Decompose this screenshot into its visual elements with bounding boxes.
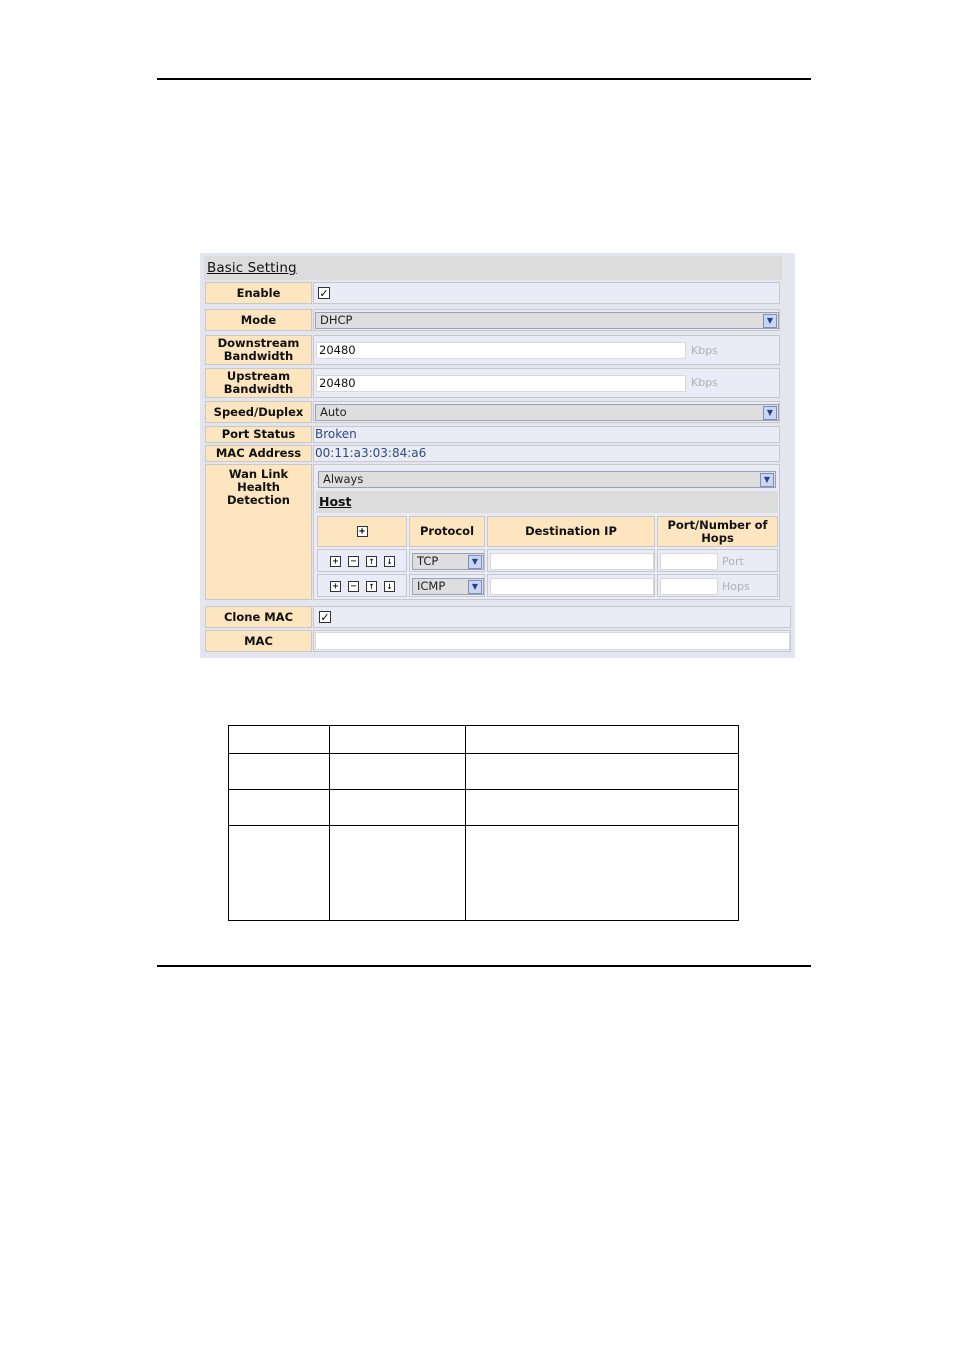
- enable-checkbox[interactable]: ✓: [319, 287, 329, 300]
- host-row-1-protocol-cell: [409, 549, 485, 572]
- bottom-rule: [157, 965, 811, 967]
- wan-link-value-cell: [313, 464, 780, 600]
- table-cell: [466, 790, 739, 826]
- host-add-header-cell: [317, 516, 407, 547]
- host-row-2-destination-cell: [487, 574, 655, 597]
- speed-duplex-select-value: Auto: [320, 405, 347, 419]
- mac-input[interactable]: [315, 632, 790, 650]
- hops-placeholder: Hops: [722, 580, 750, 593]
- mode-select[interactable]: [315, 312, 779, 329]
- port-status-label: Port Status: [205, 426, 312, 443]
- mac-label: MAC: [205, 630, 312, 652]
- table-cell: [466, 754, 739, 790]
- speed-duplex-select[interactable]: [315, 404, 779, 421]
- protocol-select[interactable]: [412, 553, 484, 570]
- table-cell: [229, 790, 330, 826]
- port-status-value-cell: [313, 426, 780, 443]
- host-row-1-port-cell: [657, 549, 778, 572]
- table-cell: [466, 826, 739, 921]
- mode-select-value: DHCP: [320, 313, 353, 327]
- upstream-input[interactable]: 20480: [316, 375, 686, 392]
- host-row-2-actions: [317, 574, 407, 597]
- wan-link-mode-value: Always: [323, 472, 364, 486]
- top-rule: [157, 78, 811, 80]
- host-row-2-hops-cell: [657, 574, 778, 597]
- table-cell: [466, 726, 739, 754]
- table-row: [229, 790, 739, 826]
- host-row-1-actions: [317, 549, 407, 572]
- speed-duplex-label: Speed/Duplex: [205, 401, 312, 423]
- move-down-icon[interactable]: ↓: [384, 581, 395, 592]
- clone-mac-checkbox[interactable]: ✓: [320, 611, 330, 624]
- protocol-select[interactable]: [412, 578, 484, 595]
- downstream-input[interactable]: 20480: [316, 342, 686, 359]
- protocol-column-header: Protocol: [409, 516, 485, 547]
- chevron-down-icon[interactable]: ▼: [760, 473, 774, 487]
- panel-header: [204, 256, 782, 280]
- add-row-button[interactable]: +: [357, 526, 368, 537]
- speed-duplex-value-cell: [313, 401, 780, 423]
- description-table: [228, 725, 739, 921]
- table-cell: [330, 726, 466, 754]
- mac-value-cell: [313, 630, 791, 652]
- table-row: [229, 754, 739, 790]
- protocol-select-value: TCP: [417, 554, 439, 568]
- port-status-value: Broken: [315, 427, 357, 441]
- add-icon[interactable]: +: [330, 581, 341, 592]
- upstream-label: Upstream Bandwidth: [205, 368, 312, 398]
- host-row-2-protocol-cell: [409, 574, 485, 597]
- table-cell: [229, 826, 330, 921]
- hops-input[interactable]: [660, 578, 718, 595]
- upstream-value-cell: [313, 368, 780, 398]
- host-subheader: [316, 491, 778, 513]
- chevron-down-icon[interactable]: ▼: [763, 406, 777, 420]
- mode-value-cell: [313, 309, 780, 331]
- table-cell: [330, 826, 466, 921]
- destination-ip-column-header: Destination IP: [487, 516, 655, 547]
- wan-link-label: Wan Link Health Detection: [205, 464, 312, 600]
- table-cell: [229, 754, 330, 790]
- basic-setting-panel: [200, 253, 795, 658]
- host-row-1-destination-cell: [487, 549, 655, 572]
- downstream-value-cell: [313, 335, 780, 365]
- table-cell: [229, 726, 330, 754]
- move-up-icon[interactable]: ↑: [366, 581, 377, 592]
- clone-mac-label: Clone MAC: [205, 606, 312, 628]
- move-down-icon[interactable]: ↓: [384, 556, 395, 567]
- downstream-unit: Kbps: [691, 344, 718, 357]
- mode-label: Mode: [205, 309, 312, 331]
- wan-link-mode-select[interactable]: [318, 471, 776, 488]
- panel-title: Basic Setting: [207, 260, 297, 276]
- remove-icon[interactable]: −: [348, 581, 359, 592]
- add-icon[interactable]: +: [330, 556, 341, 567]
- destination-ip-input[interactable]: [490, 553, 654, 570]
- table-cell: [330, 754, 466, 790]
- protocol-select-value: ICMP: [417, 579, 446, 593]
- mac-address-value: 00:11:a3:03:84:a6: [315, 446, 427, 460]
- remove-icon[interactable]: −: [348, 556, 359, 567]
- upstream-unit: Kbps: [691, 376, 718, 389]
- chevron-down-icon[interactable]: ▼: [468, 555, 482, 569]
- chevron-down-icon[interactable]: ▼: [468, 580, 482, 594]
- enable-label: Enable: [205, 282, 312, 304]
- move-up-icon[interactable]: ↑: [366, 556, 377, 567]
- host-label: Host: [319, 494, 352, 509]
- mac-address-value-cell: [313, 445, 780, 462]
- table-row: [229, 826, 739, 921]
- clone-mac-value-cell: [313, 606, 791, 628]
- port-placeholder: Port: [722, 555, 744, 568]
- mac-address-label: MAC Address: [205, 445, 312, 462]
- table-row: [229, 726, 739, 754]
- table-cell: [330, 790, 466, 826]
- destination-ip-input[interactable]: [490, 578, 654, 595]
- chevron-down-icon[interactable]: ▼: [763, 314, 777, 328]
- port-hops-column-header: Port/Number of Hops: [657, 516, 778, 547]
- enable-value-cell: [313, 282, 780, 304]
- downstream-label: Downstream Bandwidth: [205, 335, 312, 365]
- port-input[interactable]: [660, 553, 718, 570]
